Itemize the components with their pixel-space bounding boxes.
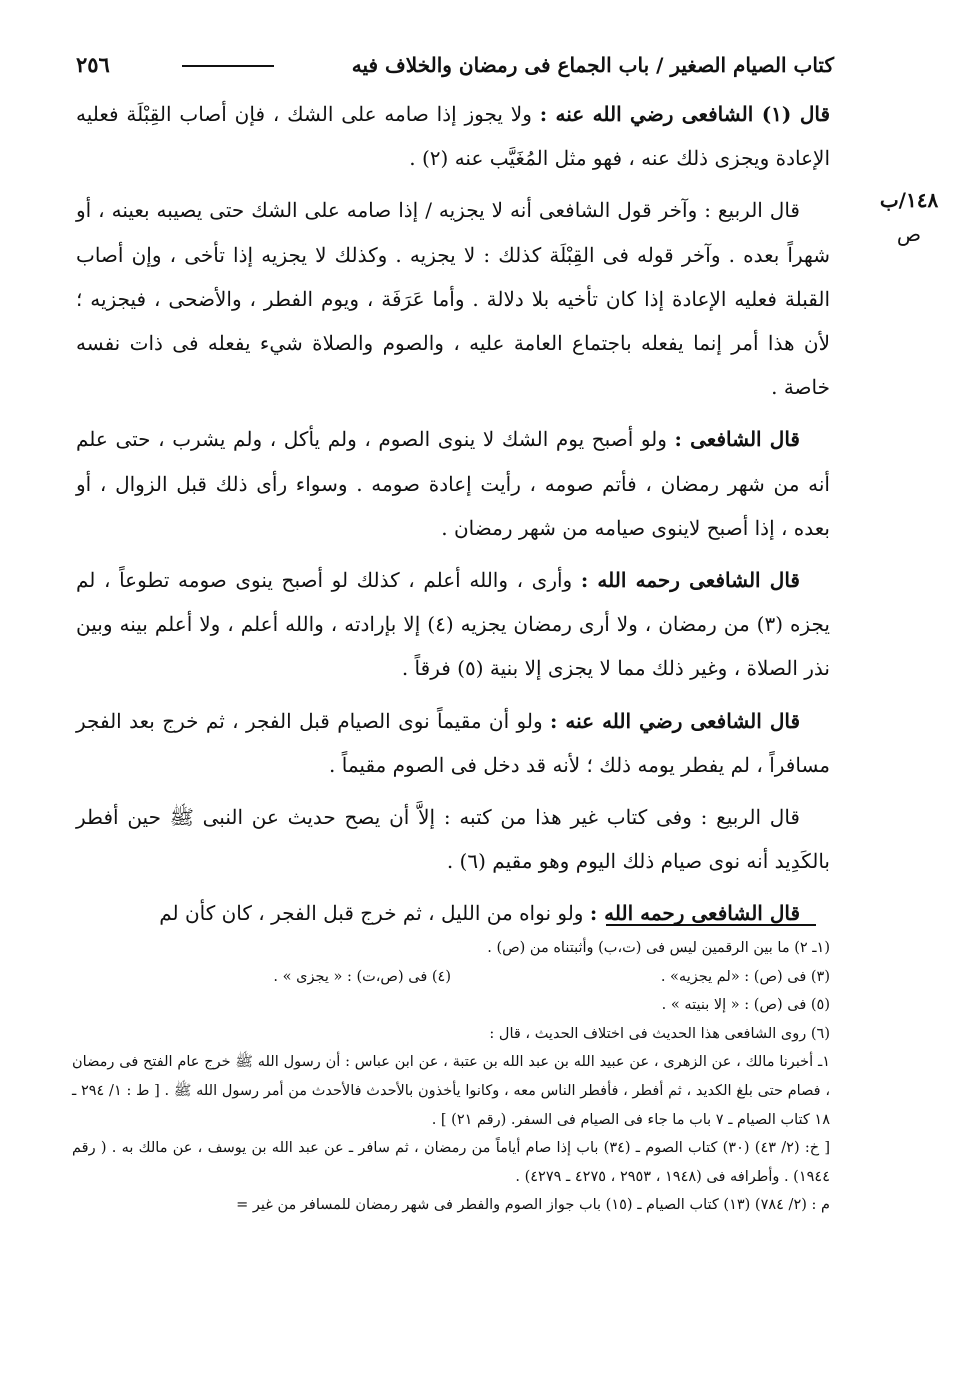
footnote-row [72,963,830,992]
speaker-label: قال (١) الشافعى رضي الله عنه : [539,102,831,126]
paragraph-3 [76,417,830,550]
footnote-3: (٣) فى (ص) : «لم يجزيه» . [660,968,830,985]
speaker-label: قال الشافعى رضي الله عنه : [550,708,800,733]
running-title: كتاب الصيام الصغير / باب الجماع فى رمضان والخلاف فيه [351,53,834,77]
paragraph-2 [76,188,830,409]
footnote-bukhari-reference: [ خ: (٢/ ٤٣) (٣٠) كتاب الصوم ـ (٣٤) باب إذا صام أياماً من رمضان ، ثم سافر ـ عن عبد الله بن يوسف ، عن مالك به . ( رقم ١٩٤٤) . وأطرافه فى (١٩٤٨ ، ٢٩٥٣ ، ٤٢٧٥ ـ ٤٢٧٩) . [72,1140,831,1185]
paragraph-1 [76,92,830,180]
speaker-label: قال الشافعى : [674,427,800,452]
page-number: ٢٥٦ [76,52,110,77]
paragraph-text: وأرى ، والله أعلم ، كذلك لو أصبح ينوى صومه تطوعاً ، لم يجزه (٣) من رمضان ، ولا أرى رمضان يجزيه (٤) إلا بإرادته ، والله أعلم ، ولا أعلم بينه وبين نذر الصلاة ، وغير ذلك مما لا يجزى إلا بنية (٥) فرقاً . [76,568,831,681]
paragraph-text: ولا يجوز إذا صامه على الشك ، فإن أصاب القِبْلَة فعليه الإعادة ويجزى ذلك عنه ، فهو مثل المُغَيَّب عنه (٢) . [76,102,830,171]
paragraph-text: قال الربيع : وآخر قول الشافعى أنه لا يجزيه / إذا صامه على الشك حتى يصيبه بعينه ، أو شهراً بعده . وآخر قوله فى القِبْلَة كذلك : لا يجزيه . وكذلك لا يجزيه إذا تأخى ، وإن أصاب القبلة فعليه الإعادة إذا كان تأخيه بلا دلالة . وأما عَرَفَة ، ويوم الفطر ، والأضحى ، فيجزيه ؛ لأن هذا أمر إنما يفعله باجتماع العامة عليه ، والصوم والصلاة شيء يفعله فى ذات نفسه خاصة . [76,198,830,400]
main-text [76,92,830,944]
paragraph-text: ولو أصبح يوم الشك لا ينوى الصوم ، ولم يأكل ، ولم يشرب ، حتى علم أنه من شهر رمضان ، فأتم صومه ، رأيت إعادة صومه . وسواء رأى ذلك قبل الزوال ، أو بعده ، إذا أصبح لاينوى صيامه من شهر رمضان . [76,427,830,540]
paragraph-text: ولو أن مقيماً نوى الصيام قبل الفجر ، ثم خرج بعد الفجر مسافراً ، لم يفطر يومه ذلك ؛ لأنه قد دخل فى الصوم مقيماً . [76,708,830,777]
footnote-hadith: ١ـ أخبرنا مالك ، عن الزهرى ، عن عبيد الله بن عبد الله بن عتبة ، عن ابن عباس : أن رسول الله ﷺ خرج عام الفتح فى رمضان ، فصام حتى بلغ الكديد ، ثم أفطر ، فأفطر الناس معه ، وكانوا يأخذون بالأحدث فالأحدث من أمر رسول الله ﷺ . [ ط : ١/ ٢٩٤ ـ ١٨ كتاب الصيام ـ ٧ باب ما جاء فى الصيام فى السفر. (رقم ٢١) ] . [72,1054,830,1128]
paragraph-text: ولو نواه من الليل ، ثم خرج قبل الفجر ، كان كأن لم [159,901,584,926]
footnote-5: (٥) فى (ص) : « إلا بنيته » . [661,997,830,1014]
paragraph-7 [76,891,830,935]
header-rule [182,65,274,67]
margin-folio-reference: ١٤٨/ب [879,188,939,212]
paragraph-6 [76,795,830,883]
footnote-6: (٦) روى الشافعى هذا الحديث فى اختلاف الحديث ، قال : [489,1025,830,1042]
margin-manuscript-siglum: ص [896,222,922,246]
running-header [70,50,834,84]
speaker-label: قال الشافعى رحمه الله : [580,568,800,593]
footnote-muslim-reference: م : (٢/ ٧٨٤) (١٣) كتاب الصيام ـ (١٥) باب جواز الصوم والفطر فى شهر رمضان للمسافر من غير = [236,1197,830,1214]
paragraph-text: قال الربيع : وفى كتاب غير هذا من كتبه : إلاَّ أن يصح حديث عن النبى ﷺ حين أفطر بالكَدِيد أنه نوى صيام ذلك اليوم وهو مقيم (٦) . [76,805,830,874]
footnotes [72,934,830,1220]
paragraph-5 [76,699,830,787]
footnote-separator [606,924,816,926]
footnote-1: (١ـ ٢) ما بين الرقمين ليس فى (ت،ب) وأثبتناه من (ص) . [487,940,830,956]
paragraph-4 [76,558,830,691]
speaker-label: قال الشافعى رحمه الله : [589,901,800,926]
footnote-4: (٤) فى (ص،ت) : « يجزى » . [273,968,451,985]
